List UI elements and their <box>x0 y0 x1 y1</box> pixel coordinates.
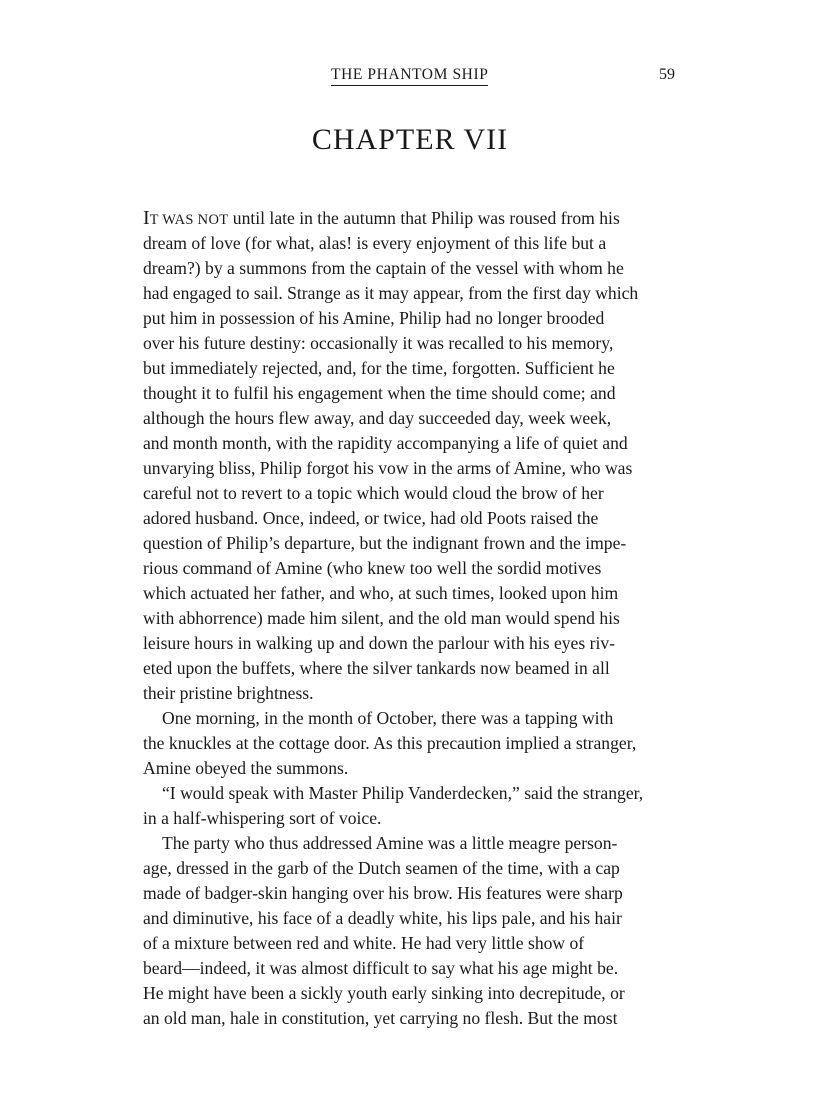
text-line: and month month, with the rapidity accompanying a life of quiet and <box>143 433 628 453</box>
text-line: rious command of Amine (who knew too well the sordid motives <box>143 558 602 578</box>
text-line: which actuated her father, and who, at such times, looked upon him <box>143 583 619 603</box>
text-line: dream?) by a summons from the captain of the vessel with whom he <box>143 258 624 278</box>
text-line: over his future destiny: occasionally it was recalled to his memory, <box>143 333 614 353</box>
text-line: He might have been a sickly youth early sinking into decrepitude, or <box>143 983 625 1003</box>
paragraph-4 <box>143 831 680 1031</box>
text-line: eted upon the buffets, where the silver tankards now beamed in all <box>143 658 610 678</box>
text-line: One morning, in the month of October, there was a tapping with <box>162 708 614 728</box>
text-line: IT WAS NOT until late in the autumn that Philip was roused from his <box>143 207 620 229</box>
drop-initial: I <box>143 207 150 229</box>
page-number: 59 <box>659 66 675 83</box>
text-line: and diminutive, his face of a deadly white, his lips pale, and his hair <box>143 908 622 928</box>
chapter-title: CHAPTER VII <box>311 123 509 156</box>
text-line: “I would speak with Master Philip Vanderdecken,” said the stranger, <box>162 783 644 803</box>
text-line: with abhorrence) made him silent, and the old man would spend his <box>143 608 620 628</box>
text-line: the knuckles at the cottage door. As this precaution implied a stranger, <box>143 733 637 753</box>
running-head-title: THE PHANTOM SHIP <box>331 66 488 86</box>
text-line: beard—indeed, it was almost difficult to say what his age might be. <box>143 958 619 978</box>
text-line: in a half-whispering sort of voice. <box>143 808 382 828</box>
text-line: thought it to fulfil his engagement when the time should come; and <box>143 383 616 403</box>
text-line: unvarying bliss, Philip forgot his vow in the arms of Amine, who was <box>143 458 633 478</box>
text-line: age, dressed in the garb of the Dutch seamen of the time, with a cap <box>143 858 620 878</box>
text-line: question of Philip’s departure, but the indignant frown and the impe- <box>143 533 627 553</box>
paragraph-1 <box>143 206 680 706</box>
paragraph-2 <box>143 706 680 781</box>
text-line: careful not to revert to a topic which would cloud the brow of her <box>143 483 604 503</box>
text-line: leisure hours in walking up and down the parlour with his eyes riv- <box>143 633 616 653</box>
small-caps-lead-in: T WAS NOT <box>149 212 229 228</box>
body-text <box>143 206 680 1031</box>
text-line: Amine obeyed the summons. <box>143 758 349 778</box>
text-line: an old man, hale in constitution, yet carrying no flesh. But the most <box>143 1008 618 1028</box>
text-line: put him in possession of his Amine, Philip had no longer brooded <box>143 308 605 328</box>
text-line: made of badger-skin hanging over his brow. His features were sharp <box>143 883 623 903</box>
text-line: had engaged to sail. Strange as it may appear, from the first day which <box>143 283 639 303</box>
text-line: adored husband. Once, indeed, or twice, had old Poots raised the <box>143 508 599 528</box>
text-line: although the hours flew away, and day succeeded day, week week, <box>143 408 612 428</box>
text-line: dream of love (for what, alas! is every enjoyment of this life but a <box>143 233 607 253</box>
text-line: but immediately rejected, and, for the time, forgotten. Sufficient he <box>143 358 615 378</box>
paragraph-3 <box>143 781 680 831</box>
text-line: their pristine brightness. <box>143 683 314 703</box>
text-line: The party who thus addressed Amine was a little meagre person- <box>162 833 618 853</box>
text-line: of a mixture between red and white. He had very little show of <box>143 933 585 953</box>
